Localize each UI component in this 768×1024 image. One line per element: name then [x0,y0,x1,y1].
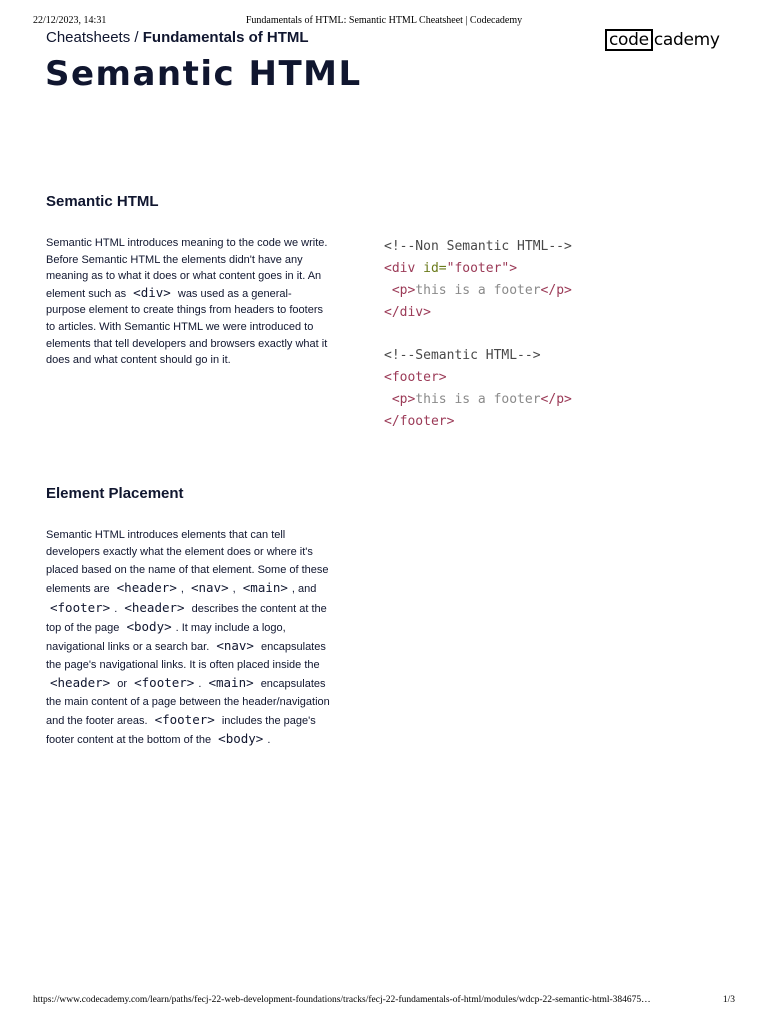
section-semantic-html-description [46,235,330,369]
codecademy-logo[interactable] [605,29,720,51]
code-punct: </ [540,282,557,298]
logo-boxed-text: code [605,29,653,51]
code-tag-name: footer [391,370,439,386]
inline-code-header: <header> [116,580,177,596]
inline-code-main: <main> [242,580,288,596]
breadcrumb-separator: / [134,29,139,46]
code-punct: > [423,304,431,320]
logo-text: cademy [653,30,720,50]
code-comment: <!--Non Semantic HTML--> [384,239,572,254]
code-line-p-in-div [384,280,572,302]
code-punct: </ [384,304,400,320]
paragraph-text: , [180,583,184,596]
inline-code-main: <main> [208,675,254,691]
inline-code-header: <header> [50,675,111,691]
code-text-content: this is a footer [415,392,541,408]
code-punct: > [564,282,572,298]
code-indent [384,283,392,298]
code-punct: > [407,282,416,298]
code-punct: > [446,414,455,430]
code-line-footer-close [384,411,572,433]
code-punct: > [438,370,447,386]
breadcrumb-cheatsheets-link[interactable]: Cheatsheets [46,29,131,46]
code-punct: < [384,370,392,386]
code-line-non-semantic-comment [384,236,572,258]
code-punct: > [564,392,572,408]
code-punct: < [391,392,400,408]
section-heading-element-placement: Element Placement [46,485,184,502]
print-datetime: 22/12/2023, 14:31 [33,15,107,26]
paragraph-text: , [232,583,236,596]
code-indent [384,392,392,407]
paragraph-text: . [114,602,118,615]
paragraph-text: . [198,678,202,691]
inline-code-nav: <nav> [191,580,229,596]
breadcrumb-current[interactable]: Fundamentals of HTML [142,29,309,46]
paragraph-text: or [117,678,128,691]
paragraph-text: , and [291,583,317,596]
code-line-blank [384,324,572,346]
code-line-semantic-comment [384,345,572,367]
code-text-content: this is a footer [415,282,541,298]
code-punct: > [509,260,518,276]
code-punct: </ [384,414,400,430]
inline-code-footer: <footer> [154,712,215,728]
code-punct: > [407,392,416,408]
paragraph-text: encapsulates the page's navigational links. It is often placed inside the [46,641,326,671]
code-line-p-in-footer [384,389,572,411]
code-tag-name: p [556,282,565,298]
code-tag-name: footer [399,414,447,430]
paragraph-text: was used as a general-purpose element to create things from headers to footers to articles. With Semantic HTML we were introduced to elements that tell developers and browsers exactly what it does and what content should go in it. [46,287,328,367]
print-footer [33,995,735,1009]
paragraph-text: describes the content at the top of the page [46,602,327,635]
print-document-title: Fundamentals of HTML: Semantic HTML Cheatsheet | Codecademy [245,15,523,26]
code-attr-value: "footer" [446,260,510,276]
code-tag-name: p [399,392,408,408]
section-element-placement-description [46,527,330,750]
inline-code-div: <div> [133,284,171,300]
inline-code-header: <header> [124,599,185,615]
inline-code-body: <body> [218,731,264,747]
paragraph-text: . It may include a logo, navigational links or a search bar. [46,622,286,654]
code-line-div-open [384,258,572,280]
code-tag-name: div [391,260,416,276]
code-line-div-close [384,302,572,324]
print-page-number: 1/3 [722,995,735,1005]
code-attr-name: id= [415,260,447,276]
paragraph-text: . [267,734,271,747]
paragraph-text: Semantic HTML introduces meaning to the code we write. Before Semantic HTML the elements didn't have any meaning as to what it does or what content goes in it. An element such as [46,237,328,300]
code-line-footer-open [384,367,572,389]
code-punct: < [384,260,392,276]
code-punct: </ [540,392,557,408]
inline-code-footer: <footer> [50,599,111,615]
code-comment: <!--Semantic HTML--> [384,348,541,364]
inline-code-footer: <footer> [134,675,195,691]
section-heading-semantic-html: Semantic HTML [46,193,159,210]
inline-code-body: <body> [126,619,172,635]
code-tag-name: p [399,282,408,298]
code-tag-name: div [399,304,424,320]
inline-code-nav: <nav> [216,638,254,654]
page-title: Semantic HTML [45,54,362,94]
code-example-block [384,236,572,433]
paragraph-text: encapsulates the main content of a page between the header/navigation and the footer areas. [46,678,330,728]
print-header [33,15,735,29]
code-punct: < [391,282,400,298]
code-tag-name: p [556,392,565,408]
paragraph-text: Semantic HTML introduces elements that can tell developers exactly what the element does or where it's placed based on the name of that element. Some of these elements are [46,529,329,596]
breadcrumb [46,29,309,46]
print-page-url[interactable]: https://www.codecademy.com/learn/paths/fecj-22-web-development-foundations/tracks/fecj-22-fundamentals-of-html/modules/wdcp-22-semantic-html-384675… [33,995,651,1005]
paragraph-text: includes the page's footer content at the bottom of the [46,715,316,747]
